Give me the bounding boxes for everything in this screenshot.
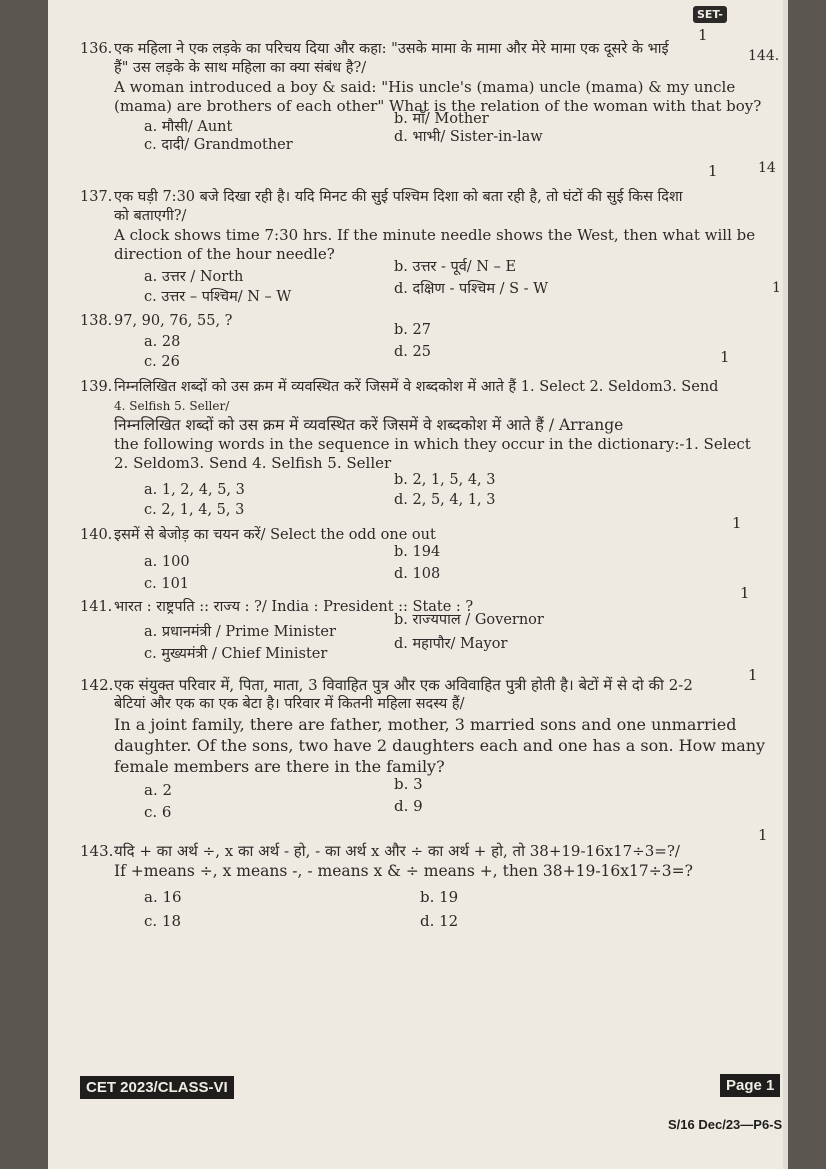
question-136: 136. एक महिला ने एक लड़के का परिचय दिया और कहा: "उसके मामा के मामा और मेरे मामा एक दूसरे के भाई हैं" उस लड़के के साथ महिला का क्या संबंध है?/ A woman introduced a boy & said: "His uncle's (mama) uncle (mama) & my uncle (mama) are brothers of each other" What is the relation of the woman with that boy? a. मौसी/ Aunt b. माँ/ Mother c. दादी/ Grandmother d. भाभी/ Sister-in-law — [80, 41, 762, 153]
question-138: 138. 97, 90, 76, 55, ? a. 28 b. 27 c. 26 d. 25 — [80, 313, 431, 370]
option-a: a. 2 — [144, 781, 173, 799]
edge-number-144: 144. — [748, 48, 780, 64]
option-c: c. 18 — [144, 912, 182, 930]
option-d: d. 2, 5, 4, 1, 3 — [394, 492, 496, 508]
question-140: 140. इसमें से बेजोड़ का चयन करें/ Select the odd one out 1 a. 100 b. 194 c. 101 d. 108 — [80, 514, 742, 592]
option-a: a. 100 — [144, 554, 190, 570]
option-b: b. माँ/ Mother — [394, 111, 489, 127]
option-c: c. दादी/ Grandmother — [144, 137, 293, 153]
question-137: 137. एक घड़ी 7:30 बजे दिखा रही है। यदि मिनट की सुई पश्चिम दिशा को बता रही है, तो घंटों की सुई किस दिशा 1 को बताएगी?/ A clock shows time 7:30 hrs. If the minute needle shows the West, then what will be direction of the hour needle? a. उत्तर / North b. उत्तर - पूर्व/ N – E c. उत्तर – पश्चिम/ N – W d. दक्षिण - पश्चिम / S - W — [80, 162, 756, 305]
top-mark: 1 — [698, 26, 708, 44]
option-a: a. 16 — [144, 888, 182, 906]
option-a: a. 1, 2, 4, 5, 3 — [144, 482, 245, 498]
option-a: a. मौसी/ Aunt — [144, 119, 233, 135]
option-a: a. 28 — [144, 334, 181, 350]
option-d: d. 25 — [394, 344, 431, 360]
option-b: b. 2, 1, 5, 4, 3 — [394, 472, 496, 488]
question-143: 143.यदि + का अर्थ ÷, x का अर्थ - हो, - का अर्थ x और ÷ का अर्थ + हो, तो 38+19-16x17÷3=?/ 1 If +means ÷, x means -, - means x & ÷ means +, then 38+19-16x17÷3=? a. 16 b. 19 c. 18 d. 12 — [80, 826, 768, 930]
option-c: c. 6 — [144, 803, 172, 821]
option-d: d. भाभी/ Sister-in-law — [394, 129, 543, 145]
question-142: 142.एक संयुक्त परिवार में, पिता, माता, 3 विवाहित पुत्र और एक अविवाहित पुत्री होती है। बेटों में से दो की 2-2 1 बेटियां और एक का एक बेटा है। परिवार में कितनी महिला सदस्य हैं/ In a joint family, there are father, mother, 3 married sons and one unmarried daughter. Of the sons, two have 2 daughters each and one has a son. How many female members are there in the family? a. 2 b. 3 c. 6 d. 9 — [80, 666, 766, 821]
option-d: d. 9 — [394, 797, 423, 815]
set-badge: SET- — [693, 6, 727, 23]
question-139: 139. निम्नलिखित शब्दों को उस क्रम में व्यवस्थित करें जिसमें वे शब्दकोश में आते हैं 1. Select 2. Seldom3. Send 1 4. Selfish 5. Seller/ निम्नलिखित शब्दों को उस क्रम में व्यवस्थित करें जिसमें वे शब्दकोश में आते हैं / Arrange the following words in the sequence in which they occur in the dictionary:-1. Select 2. Seldom3. Send 4. Selfish 5. Seller a. 1, 2, 4, 5, 3 b. 2, 1, 5, 4, 3 c. 2, 1, 4, 5, 3 d. 2, 5, 4, 1, 3 — [80, 348, 751, 518]
edge-mark: 1 — [772, 280, 781, 296]
option-b: b. 19 — [420, 888, 459, 906]
adjacent-page-edge — [783, 0, 788, 1169]
footer-exam-label: CET 2023/CLASS-VI — [80, 1076, 234, 1099]
question-141: 141. भारत : राष्ट्रपति :: राज्य : ?/ India : President :: State : ? 1 a. प्रधानमंत्री / Prime Minister b. राज्यपाल / Governor c. मुख्यमंत्री / Chief Minister d. महापौर/ Mayor — [80, 584, 750, 662]
footer-code: S/16 Dec/23—P6-S — [668, 1117, 783, 1132]
exam-page — [48, 0, 788, 1169]
option-d: d. महापौर/ Mayor — [394, 636, 508, 652]
edge-number-14: 14 — [758, 160, 776, 176]
option-d: d. 108 — [394, 566, 441, 582]
option-a: a. प्रधानमंत्री / Prime Minister — [144, 624, 336, 640]
option-b: b. 27 — [394, 322, 431, 338]
option-c: c. 101 — [144, 576, 190, 592]
option-c: c. 26 — [144, 354, 180, 370]
option-c: c. उत्तर – पश्चिम/ N – W — [144, 289, 292, 305]
option-d: d. दक्षिण - पश्चिम / S - W — [394, 281, 549, 297]
option-c: c. 2, 1, 4, 5, 3 — [144, 502, 245, 518]
footer-page-label: Page 1 — [720, 1074, 780, 1097]
option-a: a. उत्तर / North — [144, 269, 244, 285]
option-d: d. 12 — [420, 912, 459, 930]
option-b: b. 3 — [394, 775, 423, 793]
option-b: b. 194 — [394, 544, 441, 560]
option-b: b. उत्तर - पूर्व/ N – E — [394, 259, 517, 275]
option-b: b. राज्यपाल / Governor — [394, 612, 544, 628]
option-c: c. मुख्यमंत्री / Chief Minister — [144, 646, 328, 662]
